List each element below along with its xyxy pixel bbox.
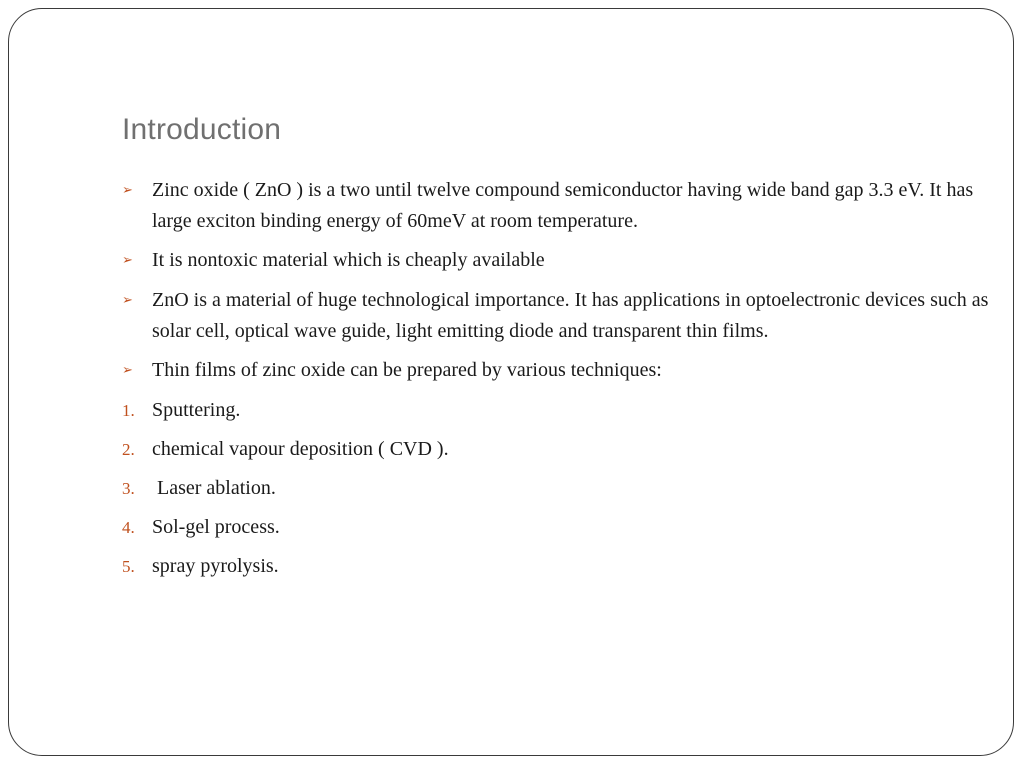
numbered-text: chemical vapour deposition ( CVD ). <box>152 438 449 460</box>
slide-title: Introduction <box>122 113 282 146</box>
list-number: 3. <box>122 479 135 498</box>
bullet-text: Thin films of zinc oxide can be prepared by various techniques: <box>152 359 662 381</box>
numbered-text: Laser ablation. <box>152 477 276 499</box>
slide-frame <box>8 8 1014 756</box>
numbered-item <box>119 512 989 543</box>
bullet-text: Zinc oxide ( ZnO ) is a two until twelve compound semiconductor having wide band gap 3.3 eV. It has large exciton binding energy of 60meV at room temperature. <box>152 179 974 232</box>
bullet-item <box>119 285 989 347</box>
numbered-item <box>119 473 989 504</box>
list-number: 4. <box>122 518 135 537</box>
arrow-bullet-icon: ➢ <box>122 182 133 197</box>
list-number: 2. <box>122 440 135 459</box>
numbered-text: Sputtering. <box>152 399 241 421</box>
arrow-bullet-icon: ➢ <box>122 292 133 307</box>
arrow-bullet-icon: ➢ <box>122 362 133 377</box>
numbered-item <box>119 434 989 465</box>
numbered-text: Sol-gel process. <box>152 516 280 538</box>
numbered-text: spray pyrolysis. <box>152 555 279 577</box>
arrow-bullet-icon: ➢ <box>122 252 133 267</box>
slide-body <box>119 175 989 590</box>
bullet-text: ZnO is a material of huge technological importance. It has applications in optoelectronic devices such as solar cell, optical wave guide, light emitting diode and transparent thin films. <box>152 289 989 342</box>
numbered-item <box>119 551 989 582</box>
list-number: 1. <box>122 401 135 420</box>
numbered-item <box>119 395 989 426</box>
bullet-item <box>119 175 989 237</box>
bullet-text: It is nontoxic material which is cheaply available <box>152 249 545 271</box>
list-number: 5. <box>122 557 135 576</box>
bullet-item <box>119 355 989 387</box>
bullet-item <box>119 245 989 277</box>
